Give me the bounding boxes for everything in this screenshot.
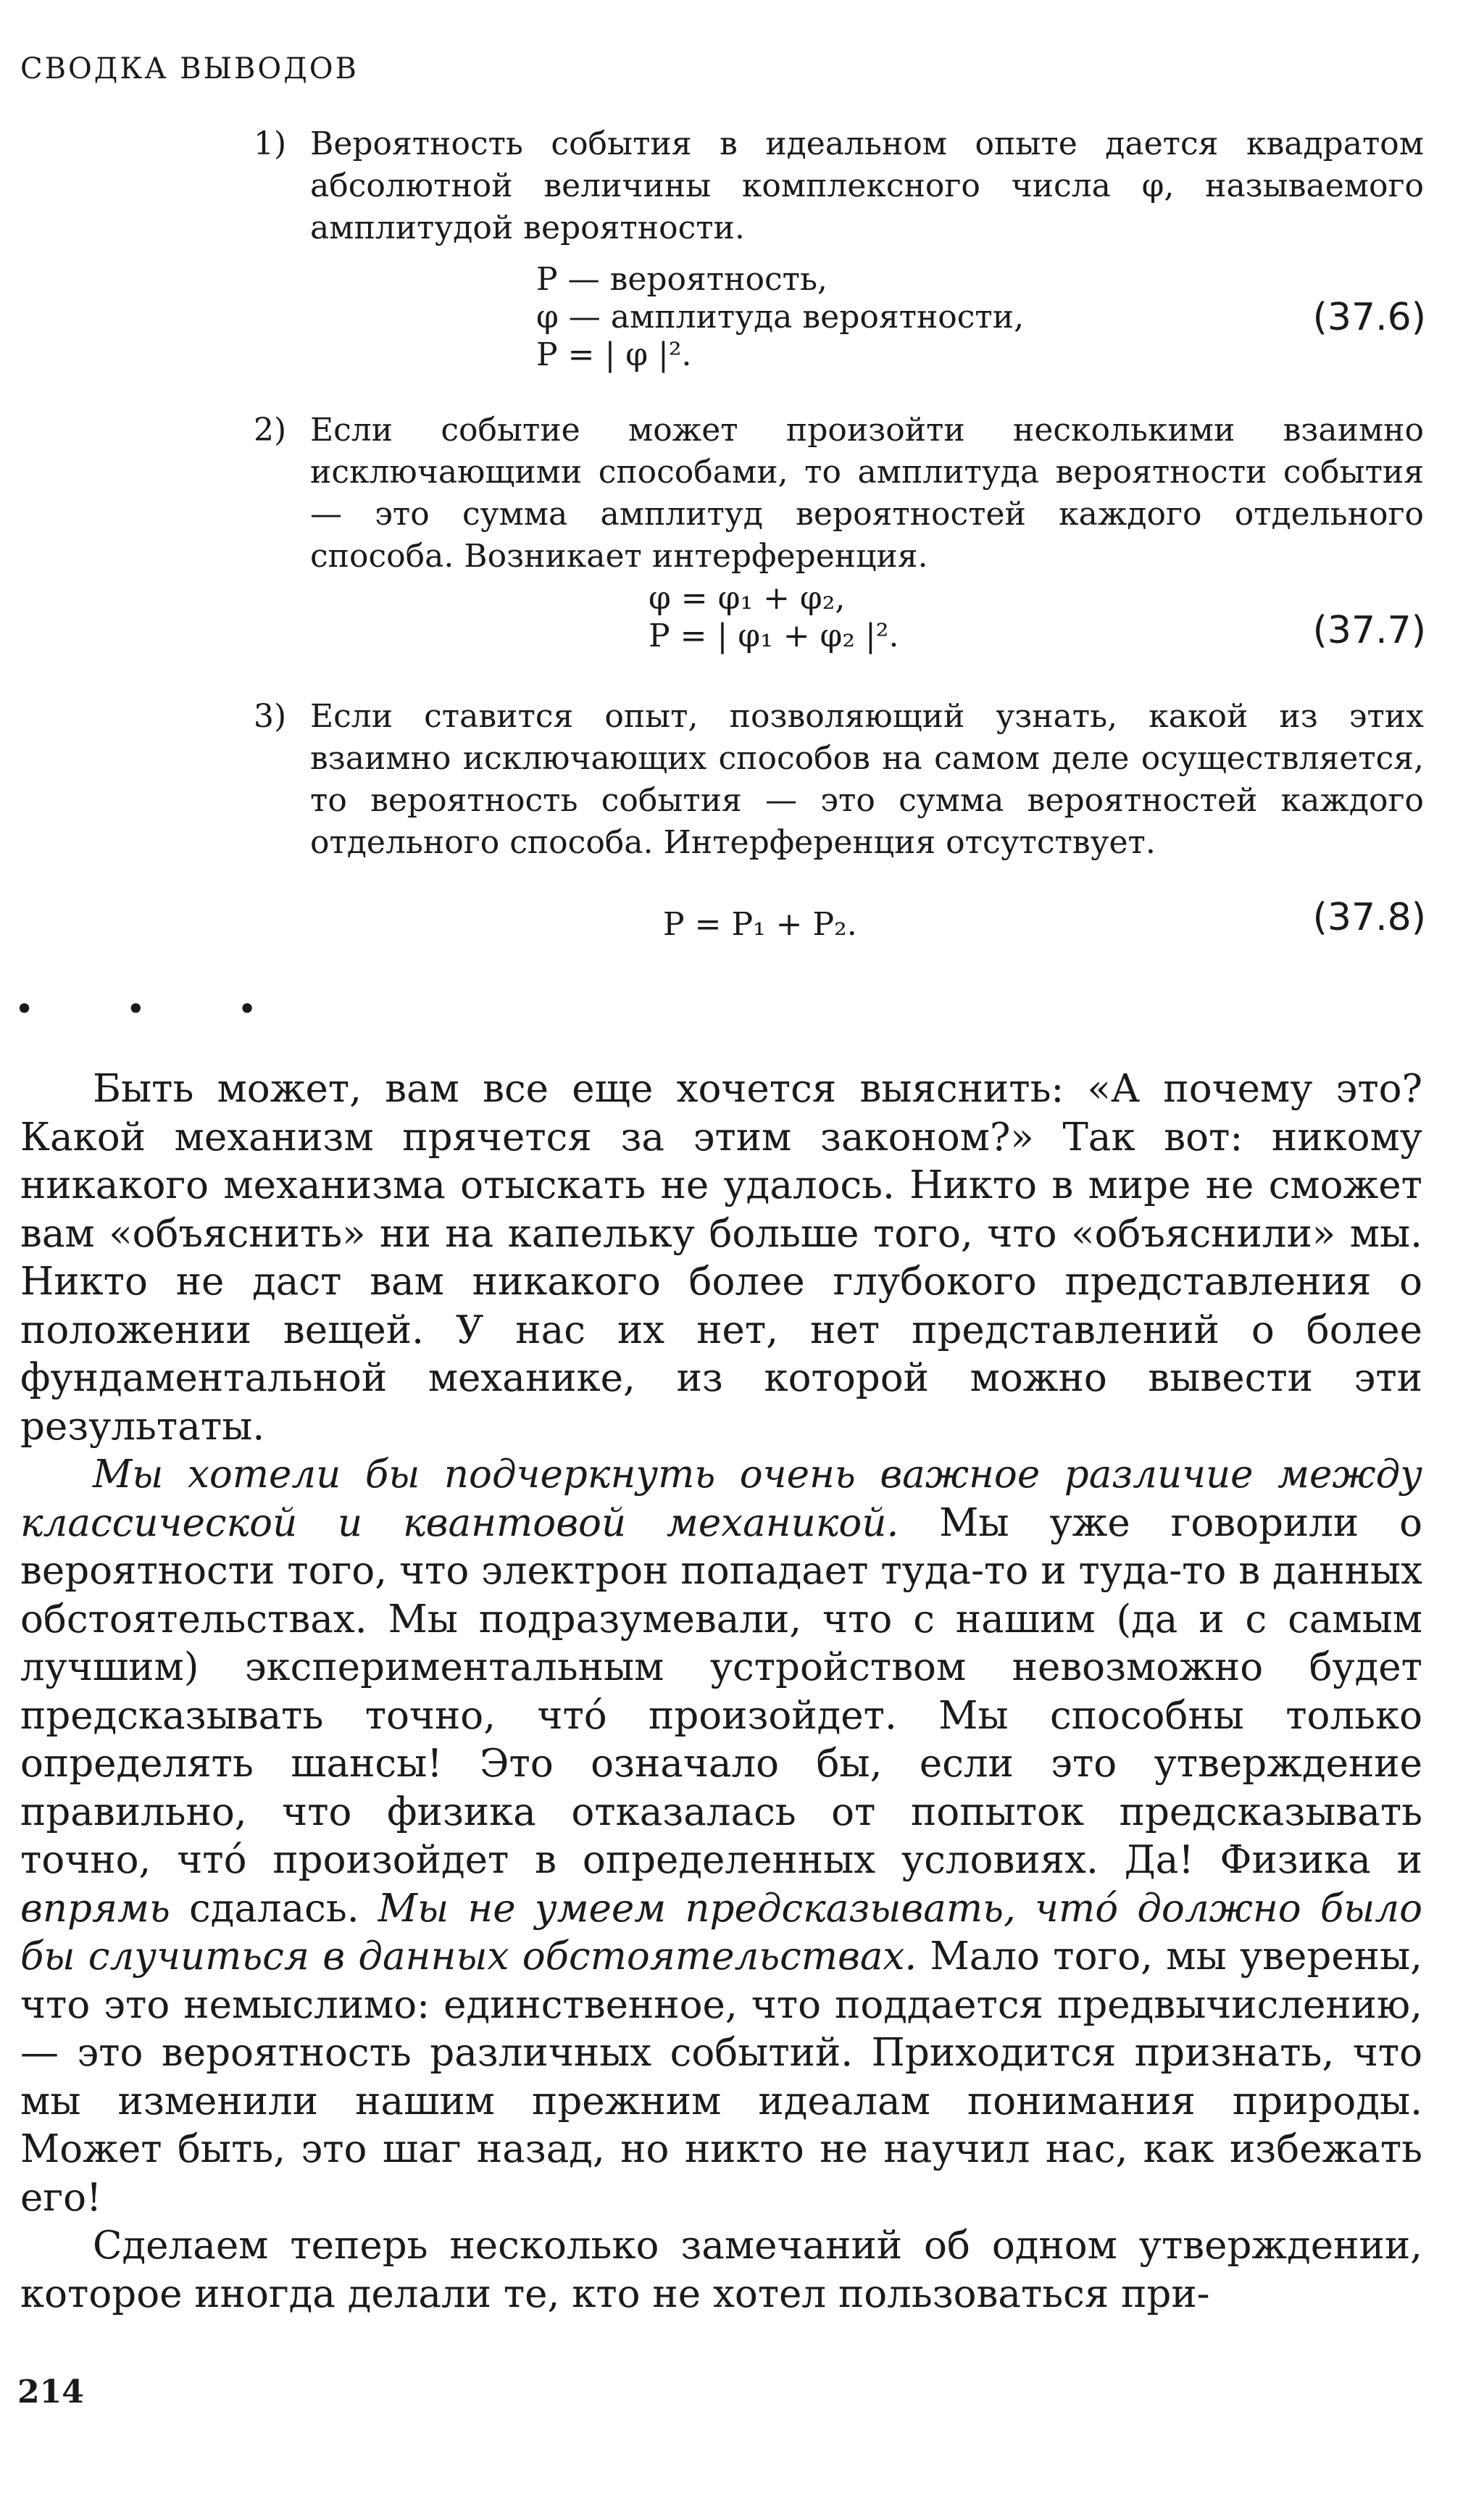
formula-line: P = | φ |². — [536, 336, 692, 373]
paragraph-1: Быть может, вам все еще хочется выяснить: «А почему это? Какой механизм прячется за этим законом?» Так вот: никому никакого механизма отыскать не удалось. Никто в мире не сможет вам «объяснить» ни на капельку больше того, что «объяснили» мы. Никто не даст вам никакого более глубокого представления о положении вещей. У нас их нет, нет представлений о более фундаментальной механике, из которой можно вывести эти результаты. — [20, 1067, 1422, 1449]
item-text: Если событие может произойти несколькими взаимно исключающими способами, то амплитуда вероятности события — это сумма амплитуд вероятностей каждого отдельного способа. Возникает интерференция. — [310, 412, 1424, 575]
paragraph-text: сдалась. — [170, 1886, 378, 1931]
equation-number: (37.8) — [1312, 896, 1426, 939]
equation-number: (37.7) — [1312, 609, 1426, 652]
italic-emphasis: Мы хотели бы подчеркнуть очень важное различие между классической и квантовой механикой. — [20, 1452, 1422, 1545]
formula-line: φ = φ₁ + φ₂, — [649, 580, 846, 617]
paragraph-2 — [20, 1451, 1422, 2222]
body-text — [20, 1065, 1422, 2318]
summary-item-2 — [254, 409, 1424, 578]
formula-37-7 — [649, 580, 899, 655]
equation-number: (37.6) — [1312, 296, 1426, 339]
italic-emphasis: впрямь — [20, 1886, 170, 1931]
formula-line: P = | φ₁ + φ₂ |². — [649, 617, 899, 654]
paragraph-text: Мы уже говорили о вероятности того, что электрон попадает туда-то и туда-то в данных обстоятельствах. Мы подразумевали, что с нашим (да и с самым лучшим) экспериментальным устройством невозможно будет предсказывать точно, что́ произойдет. Мы способны только определять шансы! Это означало бы, если это утверждение правильно, что физика отказалась от попыток предсказывать точно, что́ произойдет в определенных условиях. Да! Физика и — [20, 1500, 1422, 1882]
item-text: Если ставится опыт, позволяющий узнать, какой из этих взаимно исключающих способов на самом деле осуществляется, то вероятность события — это сумма вероятностей каждого отдельного способа. Интерференция отсутствует. — [310, 698, 1424, 861]
summary-item-3 — [254, 696, 1424, 864]
italic-emphasis: Мы не умеем предсказывать, что́ должно было бы случиться в данных обстоятельствах. — [20, 1886, 1422, 1979]
formula-line: P — вероятность, — [536, 261, 828, 298]
formula-line: φ — амплитуда вероятности, — [536, 299, 1025, 336]
running-header: СВОДКА ВЫВОДОВ — [20, 52, 359, 86]
item-number: 2) — [254, 412, 287, 449]
item-number: 3) — [254, 698, 287, 735]
summary-item-1 — [254, 123, 1424, 249]
item-number: 1) — [254, 125, 287, 162]
section-separator: • • • — [14, 989, 298, 1028]
formula-37-8 — [663, 906, 857, 944]
formula-37-6 — [536, 261, 1024, 374]
item-text: Вероятность события в идеальном опыте дается квадратом абсолютной величины комплексного числа φ, называемого амплитудой вероятности. — [310, 125, 1424, 246]
paragraph-text: Мало того, мы уверены, что это немыслимо: единственное, что поддается предвычислению, — это вероятность различных событий. Приходится признать, что мы изменили нашим прежним идеалам понимания природы. Может быть, это шаг назад, но никто не научил нас, как избежать его! — [20, 1934, 1422, 2220]
formula-line: P = P₁ + P₂. — [663, 906, 857, 943]
page-number: 214 — [17, 2374, 84, 2411]
paragraph-3: Сделаем теперь несколько замечаний об одном утверждении, которое иногда делали те, кто не хотел пользоваться при- — [20, 2224, 1422, 2316]
